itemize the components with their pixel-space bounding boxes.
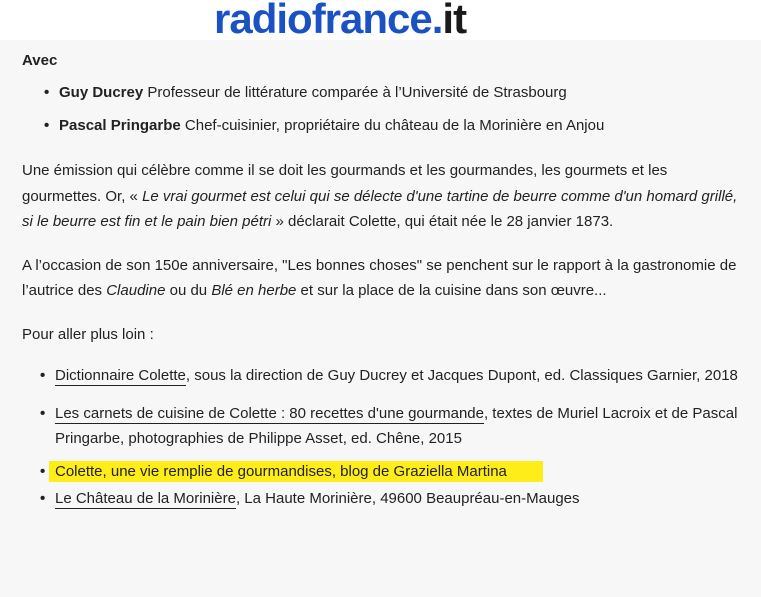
anniversary-paragraph: [22, 253, 742, 304]
logo-tld: it: [442, 0, 467, 42]
top-bar: [0, 0, 761, 40]
site-logo[interactable]: [214, 0, 466, 44]
guest-item: [44, 109, 742, 142]
intro-paragraph: [22, 158, 742, 235]
bullet: •: [40, 367, 46, 384]
article-content: [22, 40, 742, 512]
bullet: •: [44, 117, 50, 134]
reading-item: [40, 459, 742, 485]
reading-item-details: , sous la direction de Guy Ducrey et Jacques Dupont, ed. Classiques Garnier, 2018: [185, 367, 738, 384]
reading-item: [40, 401, 742, 452]
bullet: •: [40, 462, 46, 480]
anniversary-text: A l’occasion de son 150e anniversaire, "Les bonnes choses" se penchent sur le rapport à la gastronomie de l’autrice des: [22, 256, 737, 299]
logo-dot: .: [431, 0, 443, 42]
link-dictionnaire-colette[interactable]: Dictionnaire Colette: [55, 367, 186, 384]
guest-list: [22, 76, 742, 142]
book-title-claudine: Claudine: [106, 282, 166, 299]
anniversary-text: ou du: [165, 282, 212, 299]
guest-name: Guy Ducrey: [59, 84, 144, 101]
anniversary-text: et sur la place de la cuisine dans son œuvre...: [296, 282, 607, 299]
highlighted-link-wrapper: [49, 461, 543, 482]
guest-item: [44, 76, 742, 109]
reading-item-details: , textes de Muriel Lacroix et de Pascal Pringarbe, photographies de Philippe Asset, ed. Chêne, 2015: [55, 404, 738, 447]
link-carnets-de-cuisine[interactable]: Les carnets de cuisine de Colette : 80 recettes d'une gourmande: [55, 404, 484, 422]
bullet: •: [44, 84, 50, 101]
intro-text: Une émission qui célèbre comme il se doit les gourmands et les gourmandes, les gourmets et les gourmettes. Or, «: [22, 162, 668, 205]
bullet: •: [40, 490, 46, 507]
guest-description: Professeur de littérature comparée à l’Université de Strasbourg: [143, 84, 567, 101]
book-title-ble-en-herbe: Blé en herbe: [211, 282, 297, 299]
guest-name: Pascal Pringarbe: [59, 117, 181, 134]
reading-item: [40, 363, 742, 389]
colette-quote: Le vrai gourmet est celui qui se délecte d'une tartine de beurre comme d'un homard grillé, si le beurre est fin et le pain bien pétri: [22, 187, 738, 230]
bullet: •: [40, 404, 46, 422]
guests-heading: Avec: [22, 52, 58, 69]
reading-item: [40, 486, 742, 512]
further-reading-label: Pour aller plus loin :: [22, 325, 154, 343]
intro-text-end: » déclarait Colette, qui était née le 28 janvier 1873.: [271, 213, 614, 230]
guest-description: Chef-cuisinier, propriétaire du château de la Morinière en Anjou: [180, 117, 605, 134]
link-chateau-moriniere[interactable]: Le Château de la Morinière: [55, 490, 236, 507]
further-reading-list: [22, 363, 742, 512]
reading-item-details: , La Haute Morinière, 49600 Beaupréau-en-Mauges: [235, 490, 580, 507]
logo-radio: radio: [214, 0, 312, 42]
link-colette-blog[interactable]: Colette, une vie remplie de gourmandises, blog de Graziella Martina: [55, 462, 507, 480]
logo-france: france: [311, 0, 432, 42]
